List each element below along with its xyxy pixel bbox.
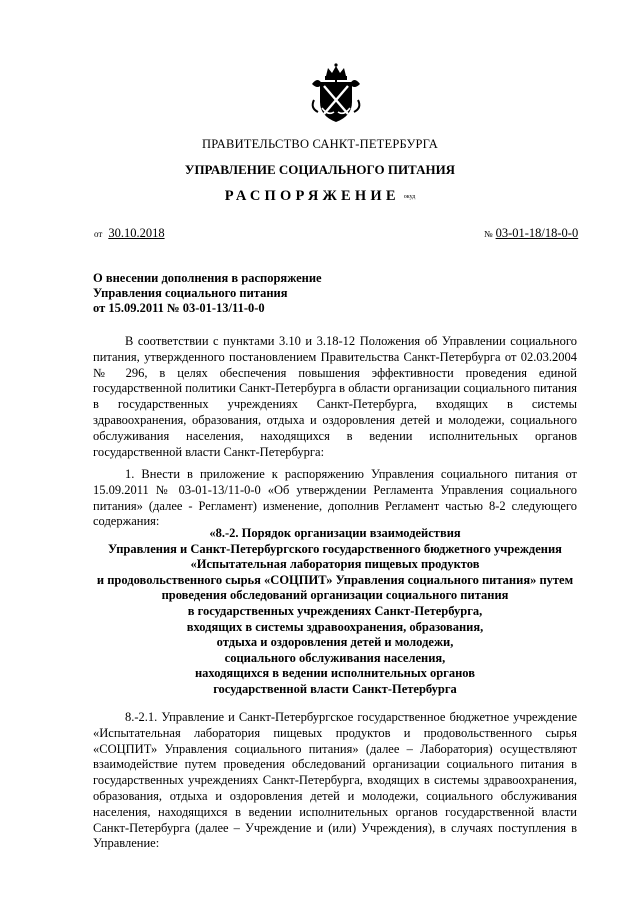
section-title-line: «Испытательная лаборатория пищевых продуктов bbox=[190, 557, 480, 572]
document-number bbox=[484, 226, 578, 241]
date-value: 30.10.2018 bbox=[108, 226, 165, 240]
section-title-line: социального обслуживания населения, bbox=[224, 650, 446, 665]
number-prefix: № bbox=[484, 229, 493, 239]
date-prefix: от bbox=[94, 229, 103, 239]
government-name: ПРАВИТЕЛЬСТВО САНКТ-ПЕТЕРБУРГА bbox=[202, 137, 438, 151]
document-type bbox=[0, 188, 640, 205]
subject-line: Управления социального питания bbox=[93, 286, 288, 300]
document-subject bbox=[93, 271, 322, 316]
section-title-line: проведения обследований организации социального питания bbox=[161, 588, 509, 603]
section-title-line: и продовольственного сырья «СОЦПИТ» Управления социального питания» путем bbox=[96, 572, 574, 587]
department-name: УПРАВЛЕНИЕ СОЦИАЛЬНОГО ПИТАНИЯ bbox=[184, 162, 456, 177]
section-title-line: отдыха и оздоровления детей и молодежи, bbox=[216, 635, 454, 650]
coat-of-arms-icon bbox=[308, 62, 364, 126]
section-title-line: находящихся в ведении исполнительных органов bbox=[194, 666, 476, 681]
section-title-line: входящих в системы здравоохранения, образования, bbox=[186, 619, 484, 634]
section-title bbox=[90, 526, 580, 698]
section-title-line: в государственных учреждениях Санкт-Петербурга, bbox=[187, 603, 483, 618]
okud-label: окуд bbox=[403, 193, 416, 200]
clause-1-paragraph: 1. Внести в приложение к распоряжению Управления социального питания от 15.09.2011 № 03-01-13/11-0-0 «Об утверждении Регламента Управления социального питания» (далее - Регламент) изменение, дополнив Регламент частью 8-2 следующего содержания: bbox=[93, 467, 577, 529]
clause-8-2-1-paragraph: 8.-2.1. Управление и Санкт-Петербургское государственное бюджетное учреждение «Испытательная лаборатория пищевых продуктов и продовольственного сырья «СОЦПИТ» Управления социального питания» (далее – Лаборатория) осуществляют взаимодействие путем проведения обследований организации социального питания в государственных учреждениях Санкт-Петербурга, входящих в системы здравоохранения, образования, отдыха и оздоровления детей и молодежи, социального обслуживания населения, находящихся в ведении исполнительных органов государственной власти Санкт-Петербурга (далее – Учреждение и (или) Учреждения), в случаях поступления в Управление: bbox=[93, 710, 577, 851]
number-value: 03-01-18/18-0-0 bbox=[495, 226, 579, 240]
subject-line: О внесении дополнения в распоряжение bbox=[93, 271, 322, 285]
section-title-line: государственной власти Санкт-Петербурга bbox=[213, 681, 457, 696]
subject-line: от 15.09.2011 № 03-01-13/11-0-0 bbox=[93, 301, 265, 315]
section-title-line: «8.-2. Порядок организации взаимодействия bbox=[209, 526, 461, 540]
preamble-paragraph: В соответствии с пунктами 3.10 и 3.18-12 Положения об Управлении социального питания, утвержденного постановлением Правительства Санкт-Петербурга от 02.03.2004 № 296, в целях обеспечения повышения эффективности проведения единой государственной политики Санкт-Петербурга в области организации социального питания в государственных учреждениях Санкт-Петербурга, входящих в системы здравоохранения, образования, отдыха и оздоровления детей и молодежи, социального обслуживания населения, находящихся в ведении исполнительных органов государственной власти Санкт-Петербурга: bbox=[93, 334, 577, 459]
section-title-line: Управления и Санкт-Петербургского государственного бюджетного учреждения bbox=[108, 541, 562, 556]
document-date bbox=[94, 226, 165, 241]
document-type-label: РАСПОРЯЖЕНИЕ bbox=[224, 188, 400, 204]
